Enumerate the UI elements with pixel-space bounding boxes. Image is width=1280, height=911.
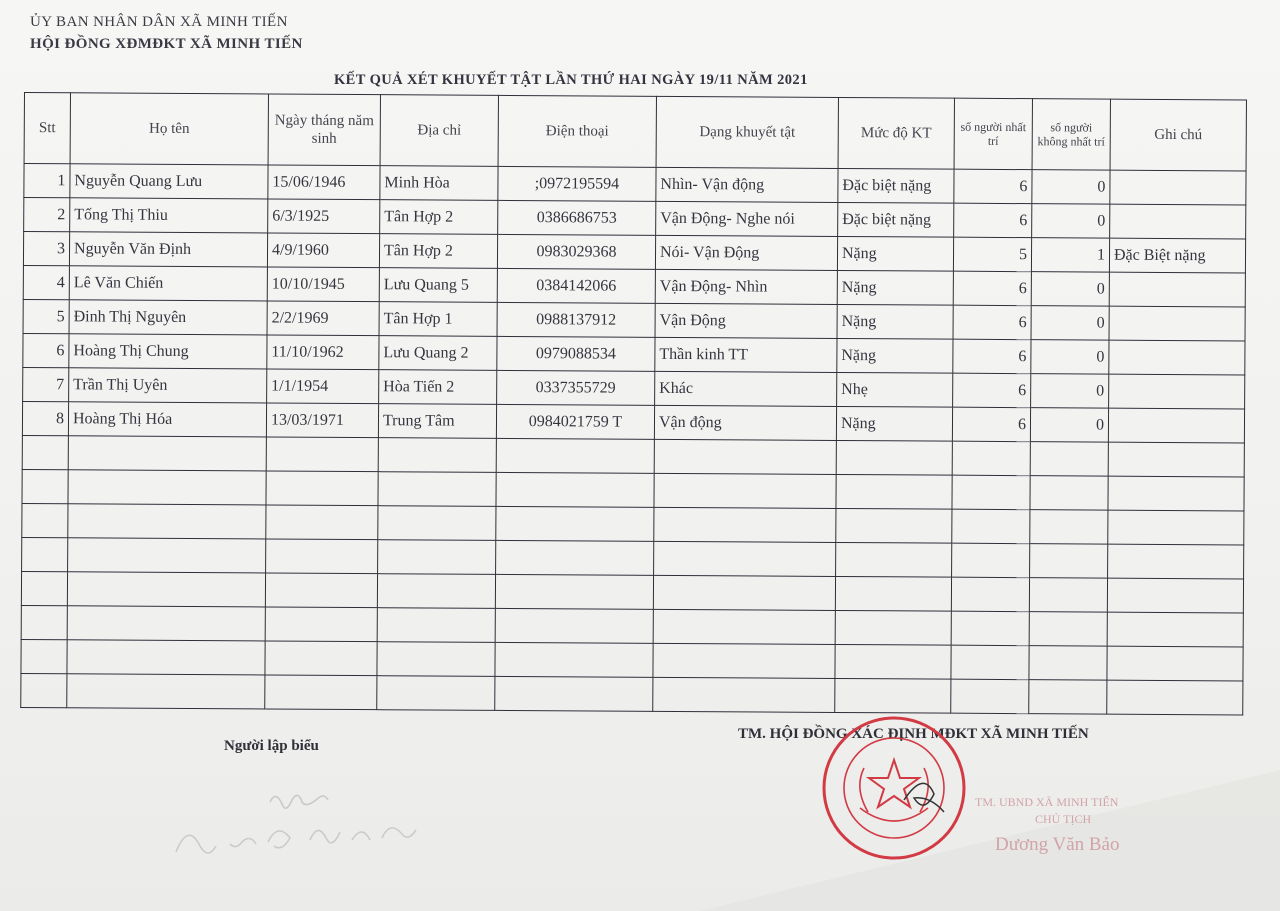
council-header: HỘI ĐỒNG XĐMĐKT XÃ MINH TIẾN — [30, 36, 303, 52]
empty-cell — [653, 677, 835, 712]
cell-address: Tân Hợp 1 — [379, 302, 497, 337]
cell-disagree-count: 1 — [1031, 238, 1109, 272]
empty-cell — [22, 503, 68, 537]
cell-disability-level: Nặng — [837, 304, 953, 339]
cell-address: Trung Tâm — [378, 404, 496, 439]
council-signature-label: TM. HỘI ĐỒNG XÁC ĐỊNH MĐKT XÃ MINH TIẾN — [738, 726, 1089, 742]
cell-agree-count: 6 — [953, 271, 1031, 305]
cell-address: Lưu Quang 2 — [379, 336, 497, 371]
empty-cell — [22, 435, 68, 469]
cell-phone: 0983029368 — [497, 234, 655, 269]
cell-name: Hoàng Thị Hóa — [68, 402, 266, 437]
cell-disability-type: Vận Động- Nghe nói — [656, 201, 838, 236]
empty-cell — [1030, 476, 1108, 510]
empty-cell — [653, 575, 835, 610]
stamp-signer-name: Dương Văn Bảo — [995, 834, 1120, 855]
cell-name: Tống Thị Thiu — [70, 198, 268, 233]
cell-stt: 1 — [24, 164, 70, 198]
empty-cell — [836, 474, 952, 509]
col-stt: Stt — [24, 93, 70, 164]
empty-cell — [67, 674, 265, 709]
empty-cell — [377, 642, 495, 677]
empty-cell — [377, 574, 495, 609]
empty-cell — [1107, 612, 1243, 647]
empty-cell — [265, 607, 377, 642]
col-disability-type: Dạng khuyết tật — [656, 96, 838, 168]
col-name: Họ tên — [70, 93, 268, 165]
stamp-authority-text: TM. UBND XÃ MINH TIẾN — [975, 795, 1119, 809]
col-dob: Ngày tháng năm sinh — [268, 94, 380, 166]
cell-disagree-count: 0 — [1032, 204, 1110, 238]
cell-dob: 10/10/1945 — [267, 267, 379, 302]
empty-cell — [835, 610, 951, 645]
col-disagree-count: số người không nhất trí — [1032, 99, 1110, 170]
cell-agree-count: 6 — [954, 203, 1032, 237]
empty-cell — [654, 439, 836, 474]
cell-stt: 2 — [24, 198, 70, 232]
empty-cell — [495, 676, 653, 711]
empty-cell — [653, 643, 835, 678]
cell-agree-count: 6 — [953, 339, 1031, 373]
empty-cell — [266, 539, 378, 574]
empty-cell — [496, 472, 654, 507]
empty-cell — [21, 605, 67, 639]
cell-stt: 3 — [23, 232, 69, 266]
cell-disability-level: Nặng — [837, 270, 953, 305]
cell-note: Đặc Biệt nặng — [1109, 238, 1245, 273]
empty-cell — [1107, 578, 1243, 613]
empty-cell — [68, 538, 266, 573]
cell-note — [1109, 374, 1245, 409]
cell-disagree-count: 0 — [1031, 272, 1109, 306]
empty-cell — [951, 645, 1029, 679]
empty-cell — [377, 608, 495, 643]
cell-disability-level: Đặc biệt nặng — [838, 168, 954, 203]
empty-cell — [836, 440, 952, 475]
empty-cell — [378, 472, 496, 507]
cell-phone: 0979088534 — [497, 336, 655, 371]
cell-stt: 8 — [22, 401, 68, 435]
cell-disagree-count: 0 — [1031, 340, 1109, 374]
cell-name: Trần Thị Uyên — [69, 368, 267, 403]
empty-cell — [1108, 544, 1244, 579]
empty-cell — [68, 504, 266, 539]
empty-cell — [1030, 544, 1108, 578]
empty-cell — [1107, 680, 1243, 715]
cell-disability-level: Nhẹ — [837, 372, 953, 407]
col-note: Ghi chú — [1110, 99, 1246, 171]
cell-disability-level: Nặng — [837, 236, 953, 271]
cell-disability-level: Nặng — [836, 406, 952, 441]
empty-cell — [835, 576, 951, 611]
cell-dob: 2/2/1969 — [267, 301, 379, 336]
empty-cell — [266, 471, 378, 506]
cell-stt: 4 — [23, 265, 69, 299]
empty-cell — [1108, 510, 1244, 545]
empty-cell — [266, 437, 378, 472]
empty-cell — [836, 508, 952, 543]
empty-cell — [835, 644, 951, 679]
empty-cell — [1029, 578, 1107, 612]
cell-disagree-count: 0 — [1031, 374, 1109, 408]
cell-disability-type: Vận Động — [655, 303, 837, 338]
empty-cell — [1029, 646, 1107, 680]
cell-note — [1109, 272, 1245, 307]
cell-dob: 6/3/1925 — [268, 199, 380, 234]
empty-cell — [265, 573, 377, 608]
empty-cell — [21, 571, 67, 605]
cell-disability-type: Nhìn- Vận động — [656, 167, 838, 202]
results-table — [20, 92, 1247, 715]
empty-cell — [496, 540, 654, 575]
cell-note — [1110, 170, 1246, 205]
cell-agree-count: 6 — [952, 407, 1030, 441]
cell-address: Tân Hợp 2 — [379, 234, 497, 269]
cell-dob: 4/9/1960 — [267, 233, 379, 268]
cell-address: Tân Hợp 2 — [380, 200, 498, 235]
cell-phone: ;0972195594 — [498, 166, 656, 201]
cell-disability-level: Đặc biệt nặng — [838, 202, 954, 237]
empty-cell — [951, 577, 1029, 611]
cell-name: Hoàng Thị Chung — [69, 334, 267, 369]
cell-agree-count: 5 — [953, 237, 1031, 271]
empty-cell — [68, 436, 266, 471]
empty-cell — [67, 640, 265, 675]
cell-dob: 13/03/1971 — [266, 403, 378, 438]
empty-cell — [496, 506, 654, 541]
cell-address: Hòa Tiến 2 — [379, 370, 497, 405]
empty-cell — [1029, 612, 1107, 646]
cell-stt: 5 — [23, 299, 69, 333]
cell-note — [1109, 340, 1245, 375]
empty-cell — [378, 438, 496, 473]
cell-stt: 7 — [23, 367, 69, 401]
cell-name: Nguyễn Văn Định — [69, 232, 267, 267]
committee-header: ỦY BAN NHÂN DÂN XÃ MINH TIẾN — [30, 14, 288, 30]
empty-cell — [951, 611, 1029, 645]
empty-cell — [21, 673, 67, 707]
empty-cell — [495, 574, 653, 609]
stamp-title-text: CHỦ TỊCH — [1035, 812, 1092, 826]
cell-disability-type: Vận động — [654, 405, 836, 440]
preparer-label: Người lập biểu — [224, 738, 319, 754]
cell-address: Minh Hòa — [380, 166, 498, 201]
empty-cell — [21, 639, 67, 673]
cell-note — [1109, 306, 1245, 341]
cell-agree-count: 6 — [954, 169, 1032, 203]
official-seal-icon — [814, 708, 974, 868]
empty-table-row — [21, 673, 1243, 714]
cell-disability-type: Khác — [655, 371, 837, 406]
cell-disagree-count: 0 — [1031, 306, 1109, 340]
cell-dob: 11/10/1962 — [267, 335, 379, 370]
cell-phone: 0988137912 — [497, 302, 655, 337]
empty-cell — [654, 541, 836, 576]
cell-disability-type: Thần kinh TT — [655, 337, 837, 372]
cell-disability-type: Nói- Vận Động — [655, 235, 837, 270]
empty-cell — [378, 506, 496, 541]
empty-cell — [68, 470, 266, 505]
empty-cell — [952, 441, 1030, 475]
cell-dob: 15/06/1946 — [268, 165, 380, 200]
cell-dob: 1/1/1954 — [267, 369, 379, 404]
empty-cell — [377, 676, 495, 711]
empty-cell — [378, 540, 496, 575]
empty-cell — [836, 542, 952, 577]
empty-cell — [1108, 476, 1244, 511]
cell-note — [1108, 408, 1244, 443]
cell-phone: 0337355729 — [497, 370, 655, 405]
empty-cell — [495, 608, 653, 643]
cell-disability-type: Vận Động- Nhìn — [655, 269, 837, 304]
empty-cell — [1029, 680, 1107, 714]
empty-cell — [495, 642, 653, 677]
cell-phone: 0384142066 — [497, 268, 655, 303]
cell-agree-count: 6 — [953, 305, 1031, 339]
empty-cell — [653, 609, 835, 644]
empty-cell — [265, 641, 377, 676]
cell-phone: 0984021759 T — [496, 404, 654, 439]
empty-cell — [265, 675, 377, 710]
cell-disagree-count: 0 — [1032, 170, 1110, 204]
cell-address: Lưu Quang 5 — [379, 268, 497, 303]
table-header-row — [24, 93, 1246, 171]
empty-cell — [654, 473, 836, 508]
col-disability-level: Mức độ KT — [838, 97, 954, 169]
cell-name: Lê Văn Chiến — [69, 266, 267, 301]
empty-cell — [952, 543, 1030, 577]
empty-cell — [952, 509, 1030, 543]
empty-cell — [1030, 442, 1108, 476]
empty-cell — [266, 505, 378, 540]
cell-note — [1110, 204, 1246, 239]
cell-disability-level: Nặng — [837, 338, 953, 373]
empty-cell — [654, 507, 836, 542]
empty-cell — [1108, 442, 1244, 477]
cell-disagree-count: 0 — [1030, 408, 1108, 442]
col-agree-count: số người nhất trí — [954, 98, 1032, 169]
empty-cell — [952, 475, 1030, 509]
col-address: Địa chỉ — [380, 95, 498, 167]
empty-cell — [67, 606, 265, 641]
empty-cell — [22, 537, 68, 571]
col-phone: Điện thoại — [498, 95, 656, 167]
document-title: KẾT QUẢ XÉT KHUYẾT TẬT LẦN THỨ HAI NGÀY 19/11 NĂM 2021 — [334, 72, 808, 88]
cell-name: Đinh Thị Nguyên — [69, 300, 267, 335]
cell-stt: 6 — [23, 333, 69, 367]
empty-cell — [1030, 510, 1108, 544]
cell-agree-count: 6 — [953, 373, 1031, 407]
table-body — [21, 164, 1246, 715]
empty-cell — [496, 438, 654, 473]
empty-cell — [67, 572, 265, 607]
empty-cell — [22, 469, 68, 503]
empty-cell — [1107, 646, 1243, 681]
cell-phone: 0386686753 — [498, 200, 656, 235]
cell-name: Nguyễn Quang Lưu — [70, 164, 268, 199]
preparer-signature — [170, 780, 450, 870]
